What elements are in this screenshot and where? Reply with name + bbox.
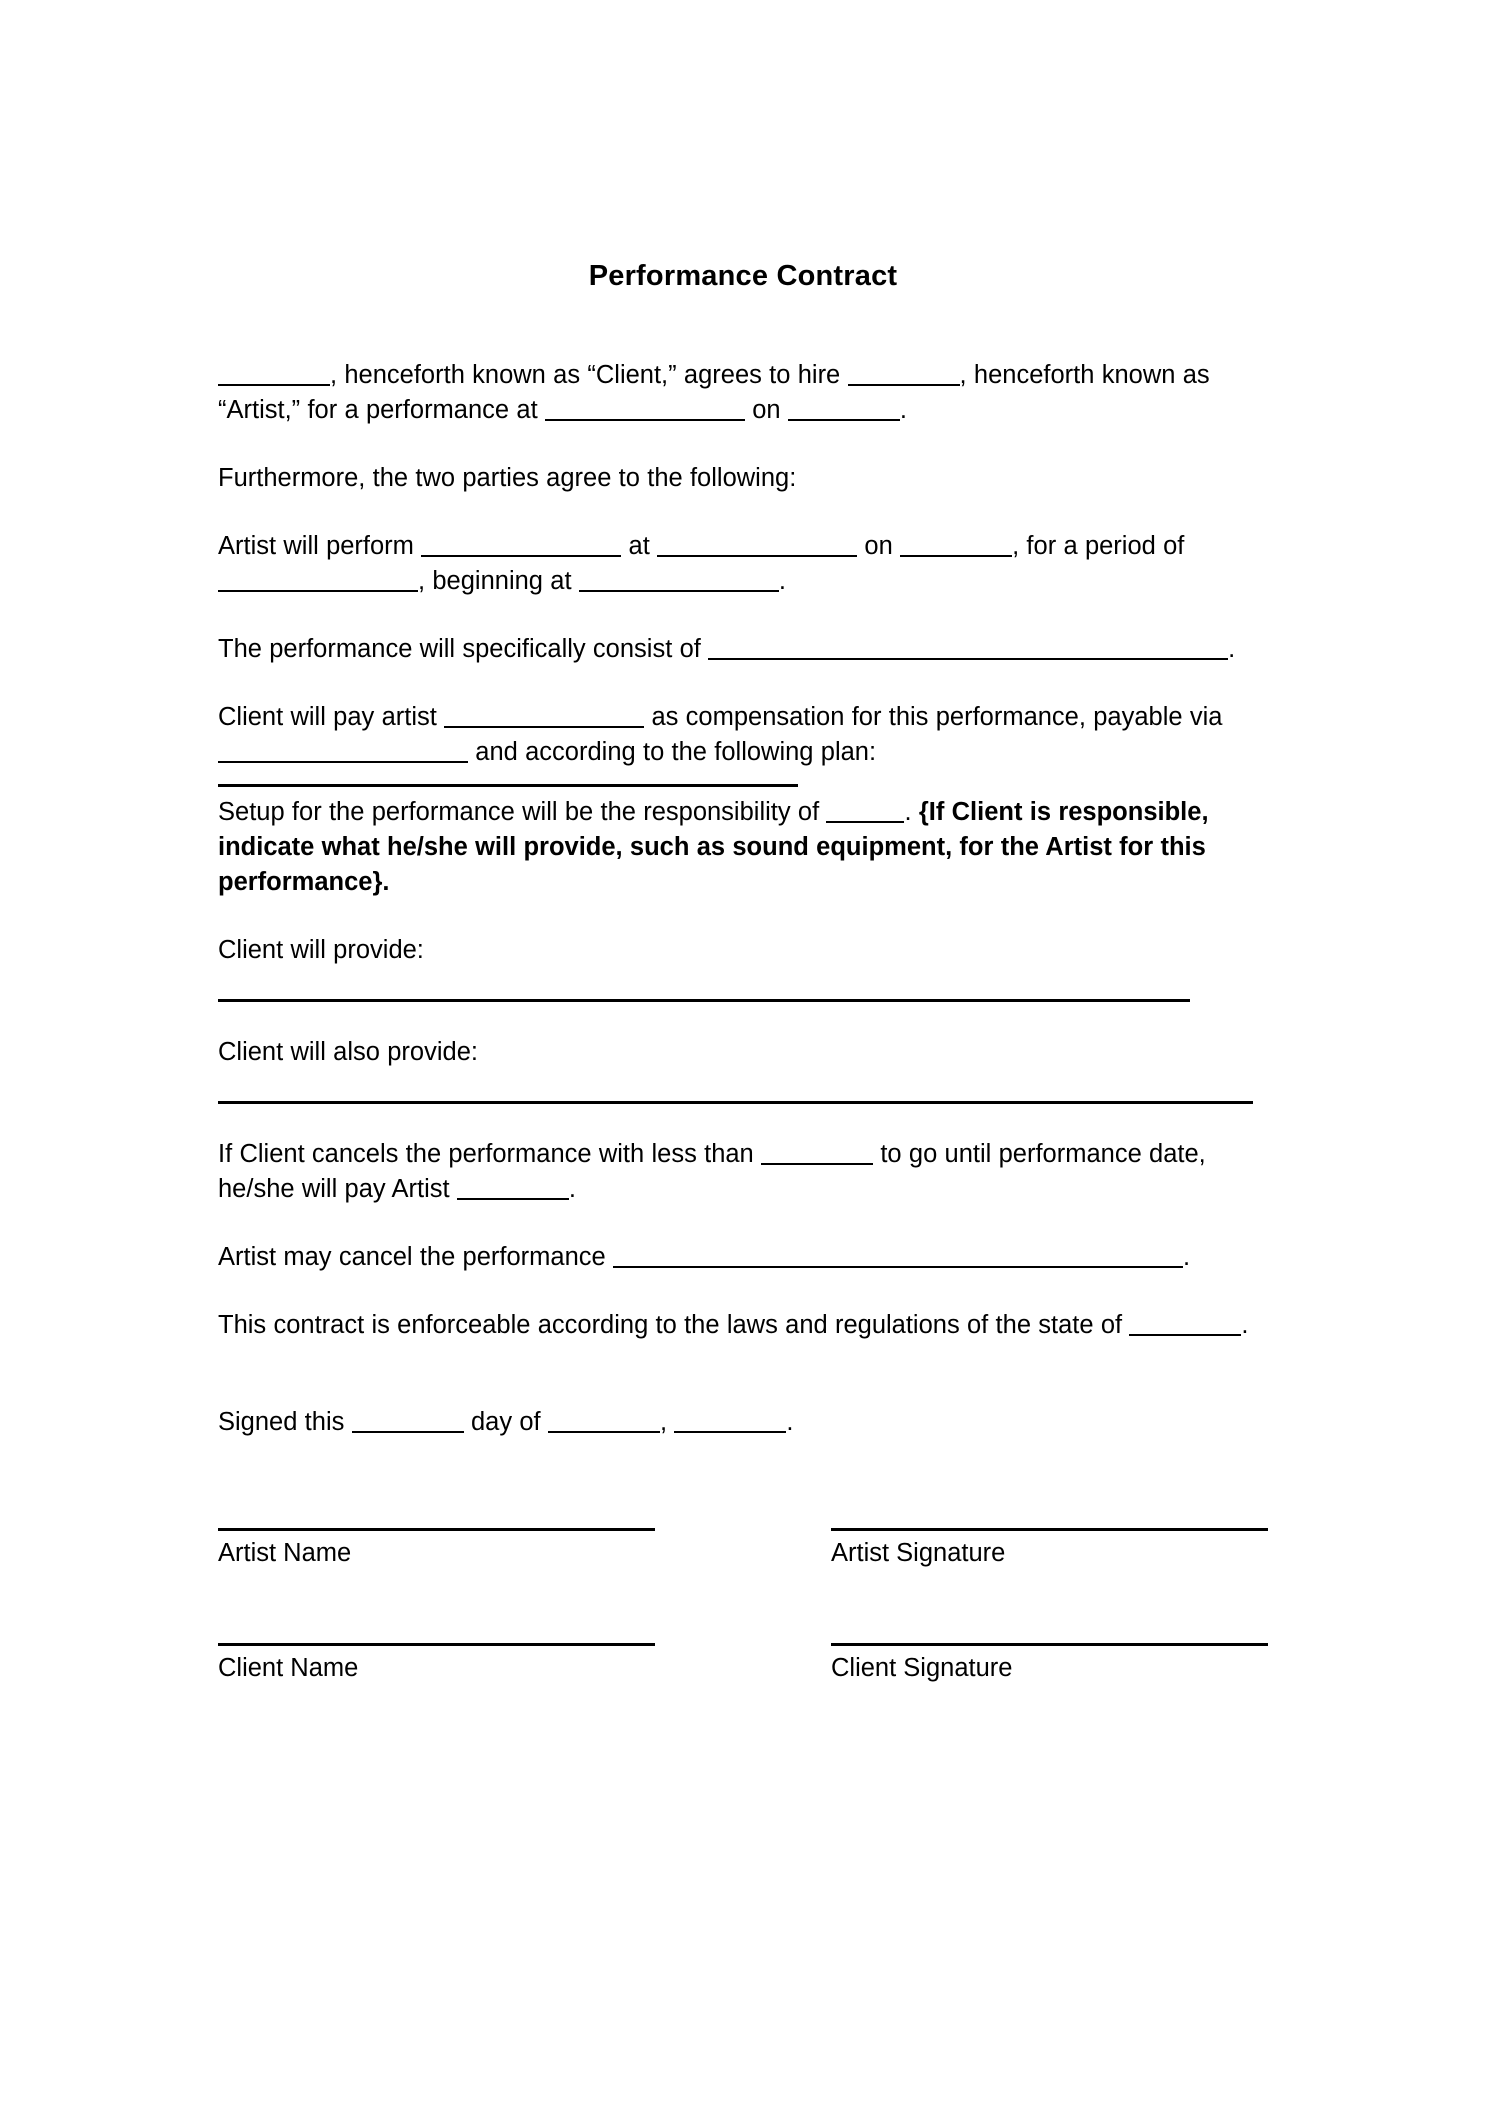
cancel-text-2: to go until performance date, he/she will pay Artist [218,1140,1206,1204]
paragraph-artist-will-perform [218,529,1268,599]
intro-text-3: on [752,396,781,425]
paragraph-performance-consist [218,632,1268,667]
enforceable-text-2: . [1241,1311,1249,1340]
artist-name-field [218,1528,655,1571]
paragraph-enforceability [218,1308,1268,1343]
spacer [218,787,1268,795]
blank-perform-date[interactable] [900,533,1012,557]
spacer [218,496,1268,529]
paragraph-intro [218,358,1268,428]
paragraph-client-will-provide: Client will provide: [218,936,424,965]
perform-text-1: Artist will perform [218,532,414,561]
cancel-text-3: . [568,1175,577,1204]
client-name-label: Client Name [218,1654,359,1683]
perform-text-6: . [778,567,786,596]
blank-compensation-amount[interactable] [444,704,644,728]
spacer [218,1207,1268,1240]
spacer [218,1002,1268,1035]
blank-payment-method[interactable] [218,739,468,763]
blank-cancel-penalty-amount[interactable] [457,1176,569,1200]
blank-signed-year[interactable] [674,1409,786,1433]
client-name-field [218,1643,655,1686]
blank-signed-month[interactable] [548,1409,660,1433]
paragraph-client-cancellation [218,1137,1268,1207]
spacer [218,1571,1268,1643]
blank-artist-cancel-terms[interactable] [613,1244,1183,1268]
intro-text-2: , henceforth known as “Artist,” for a performance at [218,361,1210,425]
blank-perform-what[interactable] [421,533,621,557]
enforceable-text-1: This contract is enforceable according to the laws and regulations of the state of [218,1311,1123,1340]
paragraph-signed-date [218,1405,1268,1440]
blank-setup-responsible-party[interactable] [826,799,904,823]
paragraph-client-will-also-provide: Client will also provide: [218,1038,478,1067]
pay-text-2: as compensation for this performance, payable via [651,703,1223,732]
artist-name-label: Artist Name [218,1539,352,1568]
paragraph-artist-cancellation [218,1240,1268,1275]
client-signature-label: Client Signature [831,1654,1013,1683]
spacer [218,1440,1268,1528]
blank-performance-date[interactable] [788,397,900,421]
perform-text-5: , beginning at [418,567,572,596]
spacer [218,428,1268,461]
document-body [218,258,1268,1686]
perform-text-4: , for a period of [1012,532,1185,561]
intro-text-4: . [899,396,908,425]
signature-row-artist [218,1528,1268,1571]
blank-performance-contents[interactable] [708,636,1228,660]
blank-signed-day[interactable] [352,1409,464,1433]
blank-perform-where[interactable] [657,533,857,557]
spacer [218,294,1268,358]
spacer [655,1643,831,1686]
spacer [218,599,1268,632]
setup-instruction-bold: {If Client is responsible, indicate what he/she will provide, such as sound equipment, for the Artist for this performance}. [218,798,1209,897]
blank-perform-start-time[interactable] [579,568,779,592]
paragraph-client-will-pay [218,700,1268,770]
pay-text-3: and according to the following plan: [475,738,877,767]
artist-cancel-text-1: Artist may cancel the performance [218,1243,606,1272]
spacer [655,1528,831,1571]
blank-state[interactable] [1129,1312,1241,1336]
spacer [218,667,1268,700]
setup-text-1: Setup for the performance will be the responsibility of [218,798,820,827]
signed-text-3: , [659,1408,668,1437]
client-signature-field [831,1643,1268,1686]
blank-cancel-notice-period[interactable] [761,1141,873,1165]
signed-text-2: day of [470,1408,541,1437]
spacer [218,1343,1268,1405]
signature-row-client [218,1643,1268,1686]
perform-text-2: at [628,532,650,561]
artist-signature-field [831,1528,1268,1571]
paragraph-furthermore: Furthermore, the two parties agree to the following: [218,464,797,493]
consist-text-1: The performance will specifically consist of [218,635,701,664]
blank-performance-venue[interactable] [545,397,745,421]
consist-text-2: . [1228,635,1236,664]
spacer [218,900,1268,933]
artist-cancel-text-2: . [1183,1243,1191,1272]
intro-text-1: , henceforth known as “Client,” agrees to hire [330,361,841,390]
artist-signature-label: Artist Signature [831,1539,1006,1568]
perform-text-3: on [864,532,893,561]
signed-text-1: Signed this [218,1408,345,1437]
signed-text-4: . [786,1408,794,1437]
cancel-text-1: If Client cancels the performance with less than [218,1140,754,1169]
blank-artist-name[interactable] [848,362,960,386]
pay-text-1: Client will pay artist [218,703,437,732]
blank-perform-duration[interactable] [218,568,418,592]
spacer [218,1275,1268,1308]
page-title: Performance Contract [588,260,898,292]
setup-text-2: . [904,798,912,827]
blank-client-name[interactable] [218,362,330,386]
spacer [218,1104,1268,1137]
paragraph-setup-responsibility [218,795,1268,900]
